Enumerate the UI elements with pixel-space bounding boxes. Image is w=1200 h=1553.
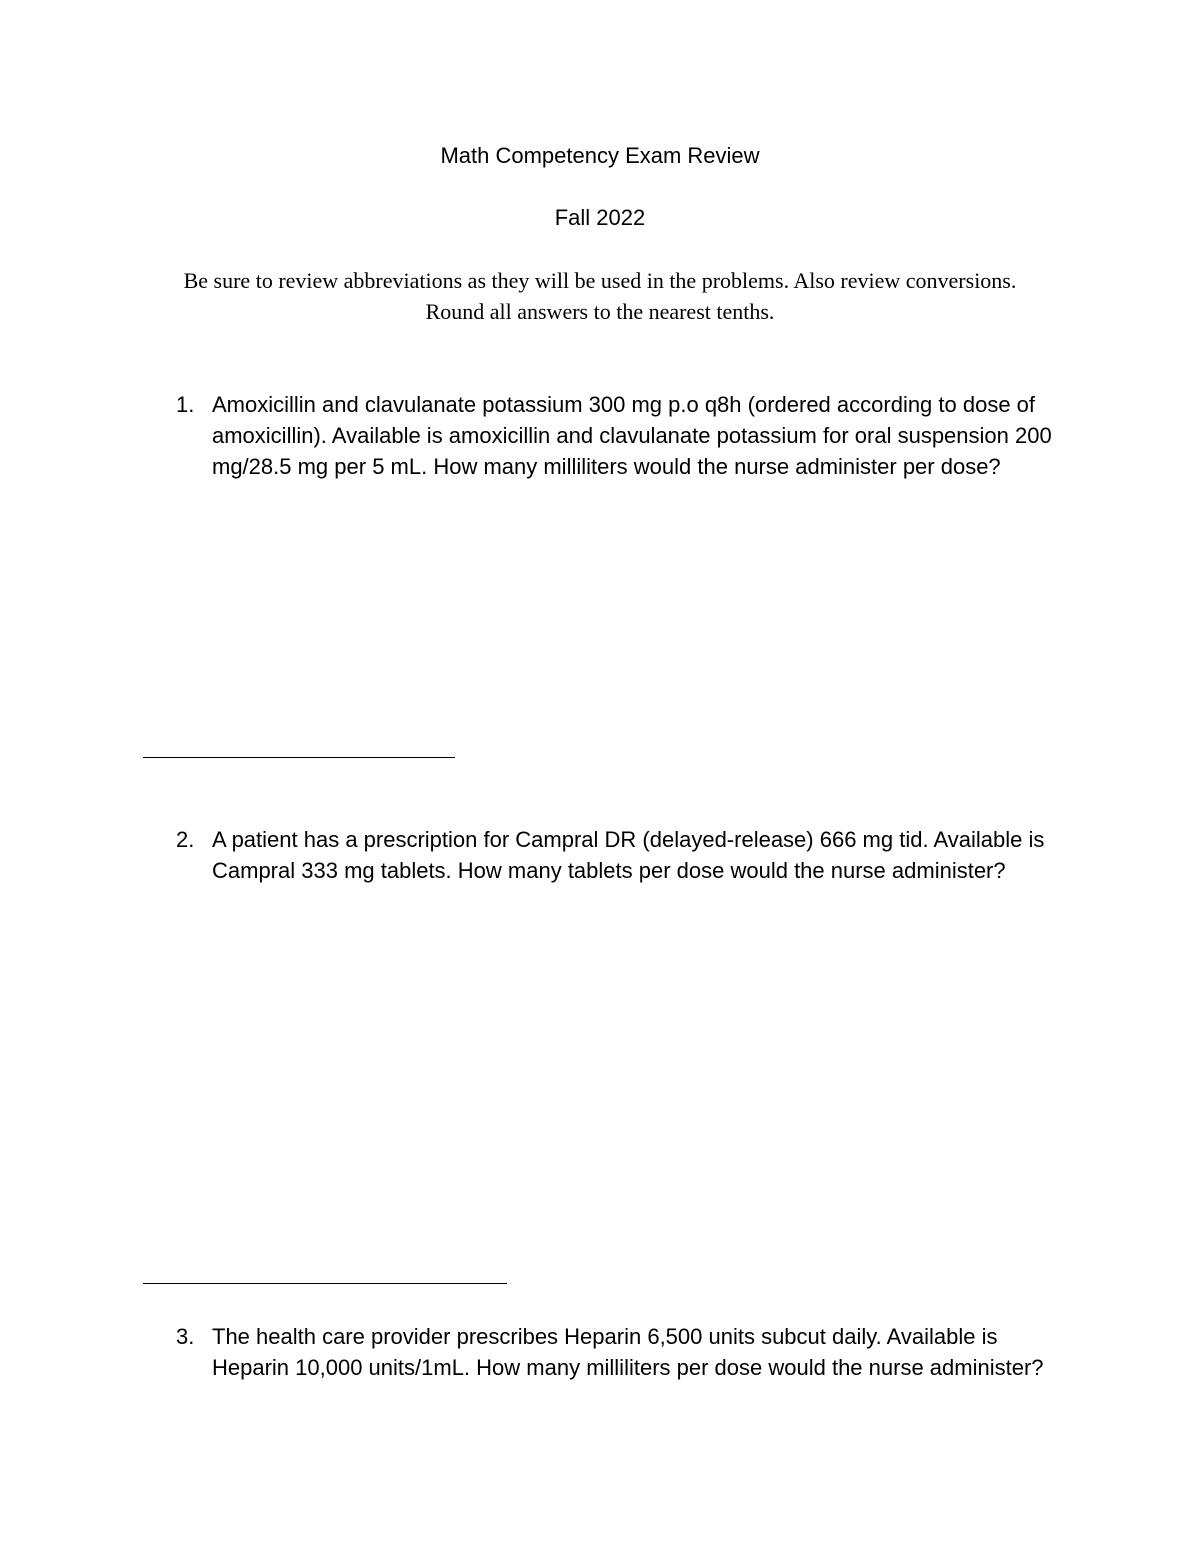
question-1 (176, 389, 1066, 482)
question-number: 1. (176, 392, 195, 417)
answer-line-2 (143, 1283, 507, 1284)
answer-line-1 (143, 757, 455, 758)
question-text: Amoxicillin and clavulanate potassium 300 mg p.o q8h (ordered according to dose of amoxicillin). Available is amoxicillin and clavulanate potassium for oral suspension 200 mg/28.5 mg per 5 mL. How many milliliters would the nurse administer per dose? (212, 392, 1052, 479)
question-text: The health care provider prescribes Heparin 6,500 units subcut daily. Available is Heparin 10,000 units/1mL. How many milliliters per dose would the nurse administer? (212, 1324, 1044, 1380)
instructions-line-1: Be sure to review abbreviations as they will be used in the problems. Also review conversions. (183, 268, 1017, 293)
question-number: 3. (176, 1324, 195, 1349)
exam-term: Fall 2022 (554, 205, 646, 230)
instructions-line-2: Round all answers to the nearest tenths. (425, 299, 775, 324)
page-title: Math Competency Exam Review (440, 143, 760, 168)
question-number: 2. (176, 827, 195, 852)
question-text: A patient has a prescription for Campral DR (delayed-release) 666 mg tid. Available is Campral 333 mg tablets. How many tablets per dose would the nurse administer? (212, 827, 1045, 883)
question-3 (176, 1321, 1066, 1383)
question-2 (176, 824, 1066, 886)
